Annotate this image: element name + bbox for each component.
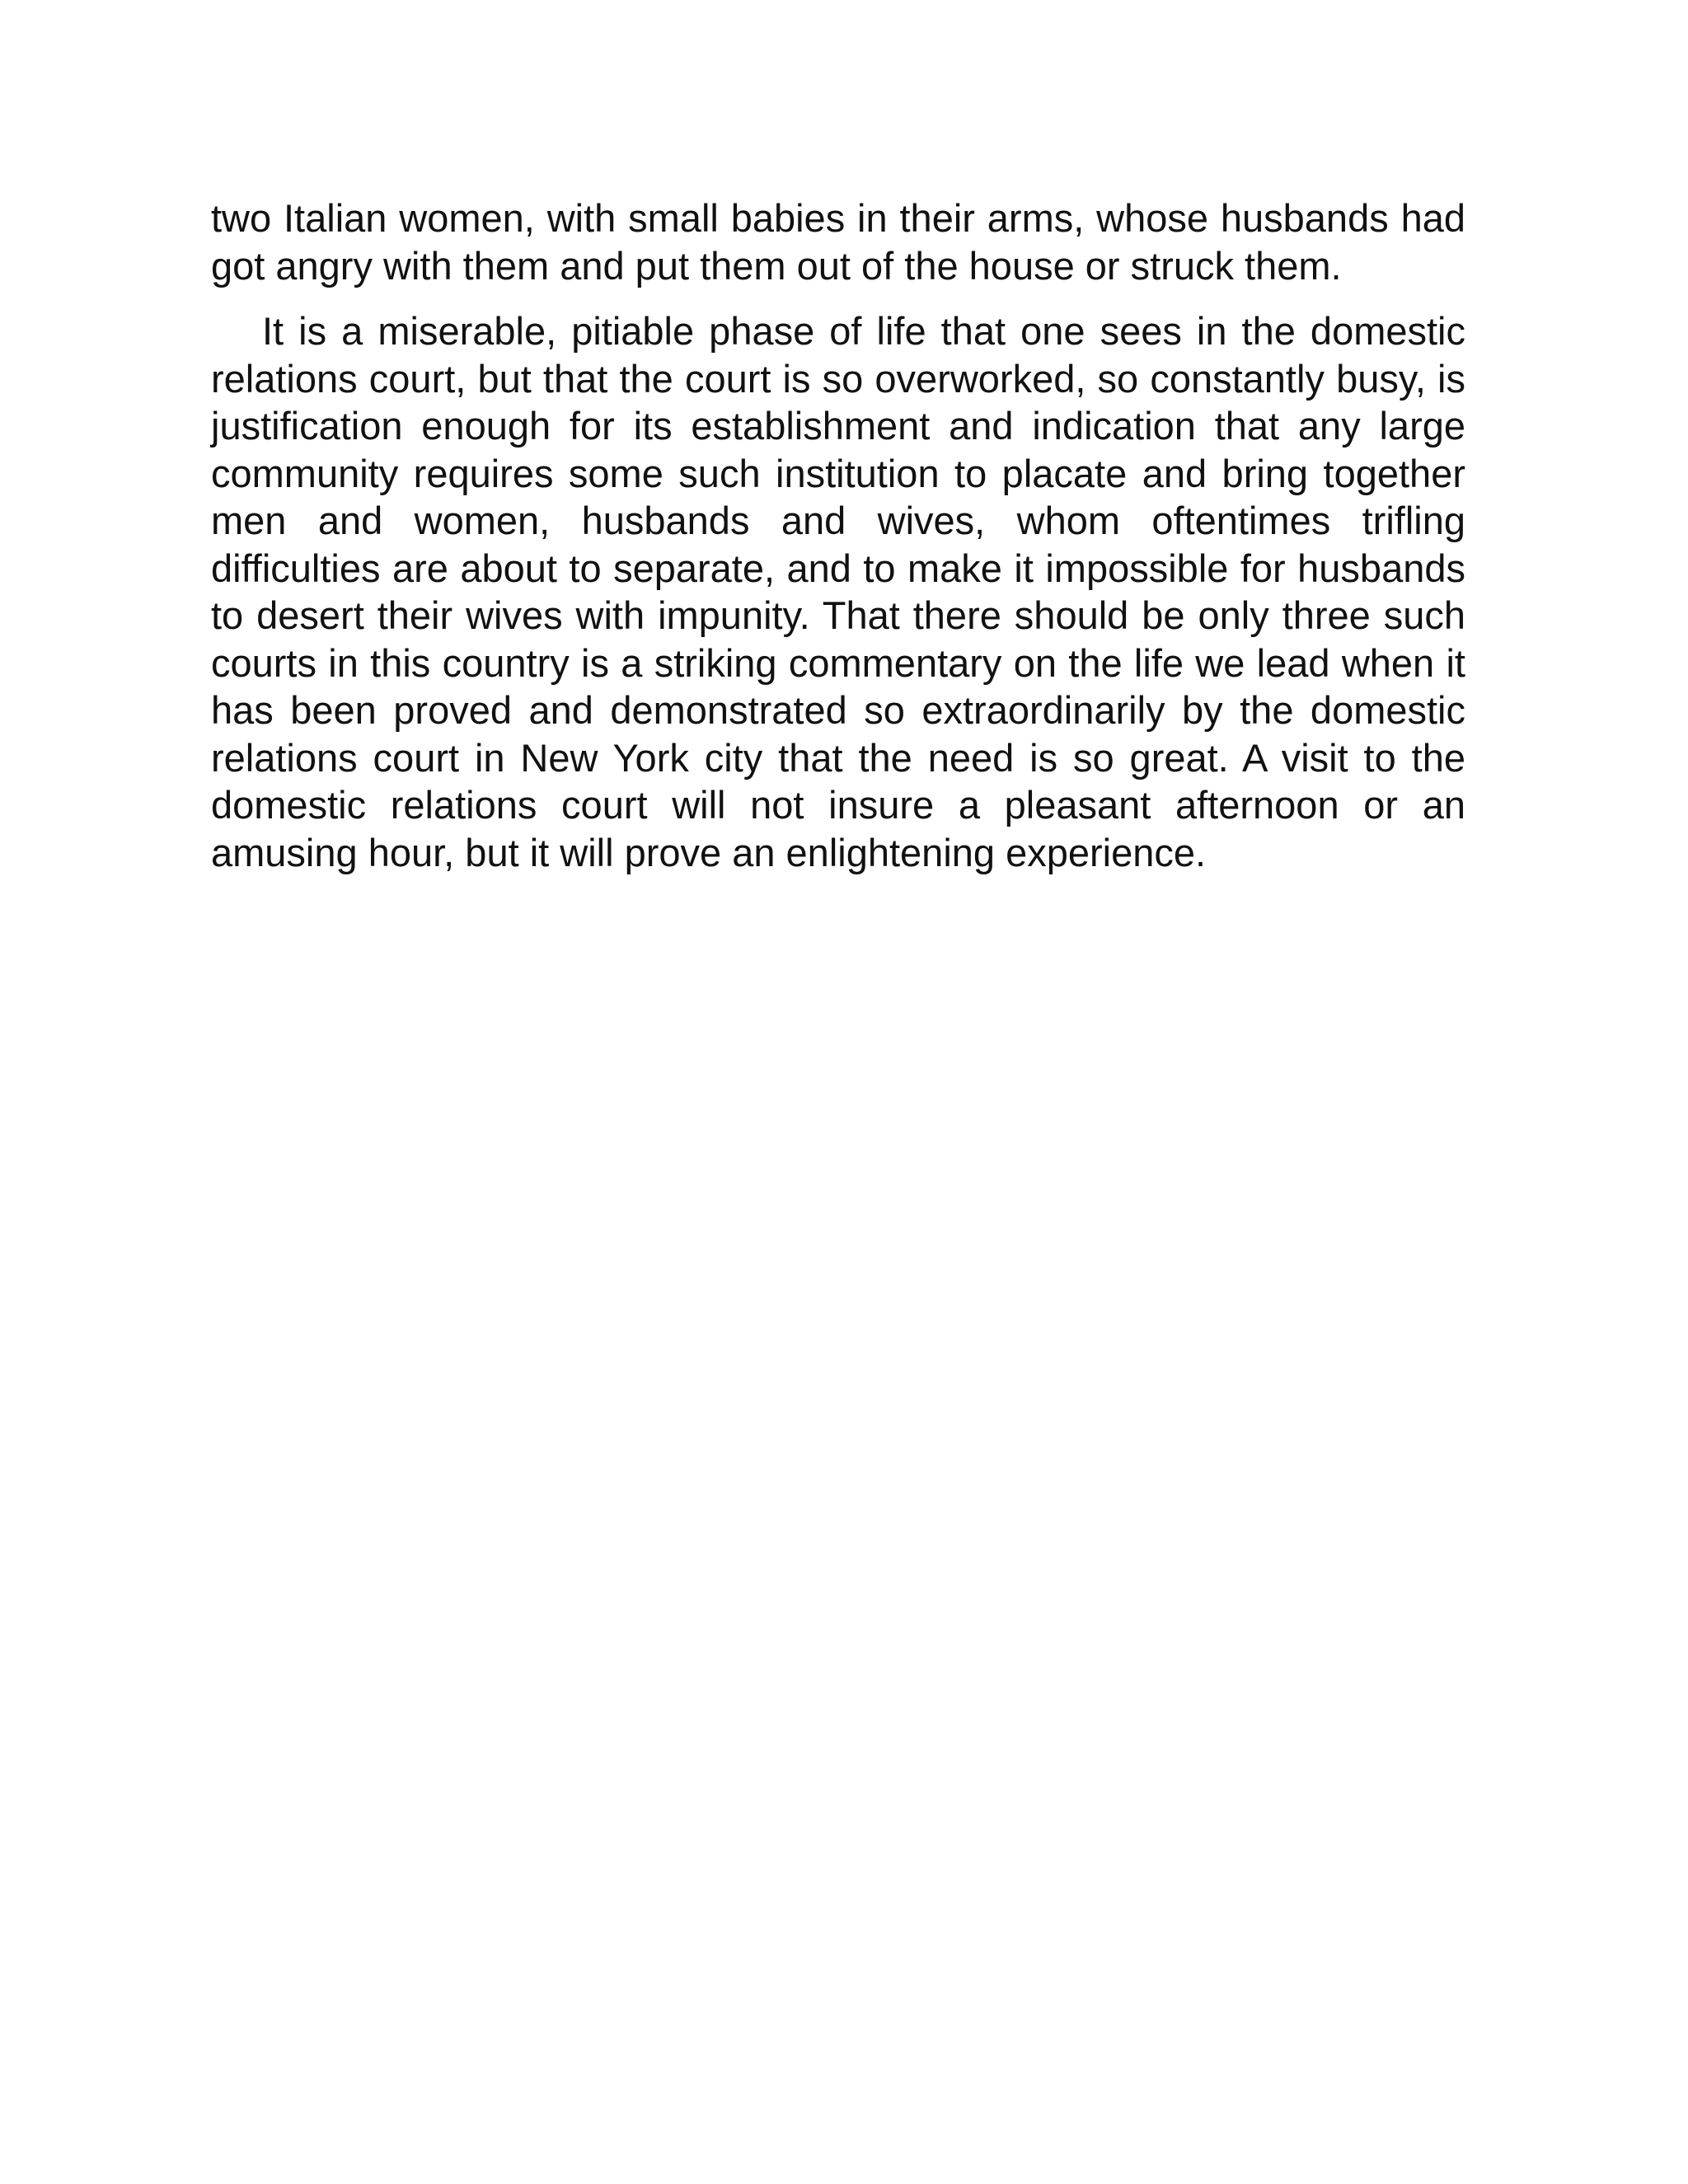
paragraph-main: It is a miserable, pitiable phase of life that one sees in the domestic relations court, but that the court is so overworked, so constantly busy, is justification enough for its establishment and indication that any large community requires some such institution to placate and bring together men and women, husbands and wives, whom oftentimes trifling difficulties are about to separate, and to make it impossible for husbands to desert their wives with impunity. That there should be only three such courts in this country is a striking commentary on the life we lead when it has been proved and demonstrated so extraordinarily by the domestic relations court in New York city that the need is so great. A visit to the domestic relations court will not insure a pleasant afternoon or an amusing hour, but it will prove an enlightening experience. [211,309,1465,874]
body-text [211,194,1465,876]
paragraph-continuation: two Italian women, with small babies in their arms, whose husbands had got angry with them and put them out of the house or struck them. [211,196,1465,288]
